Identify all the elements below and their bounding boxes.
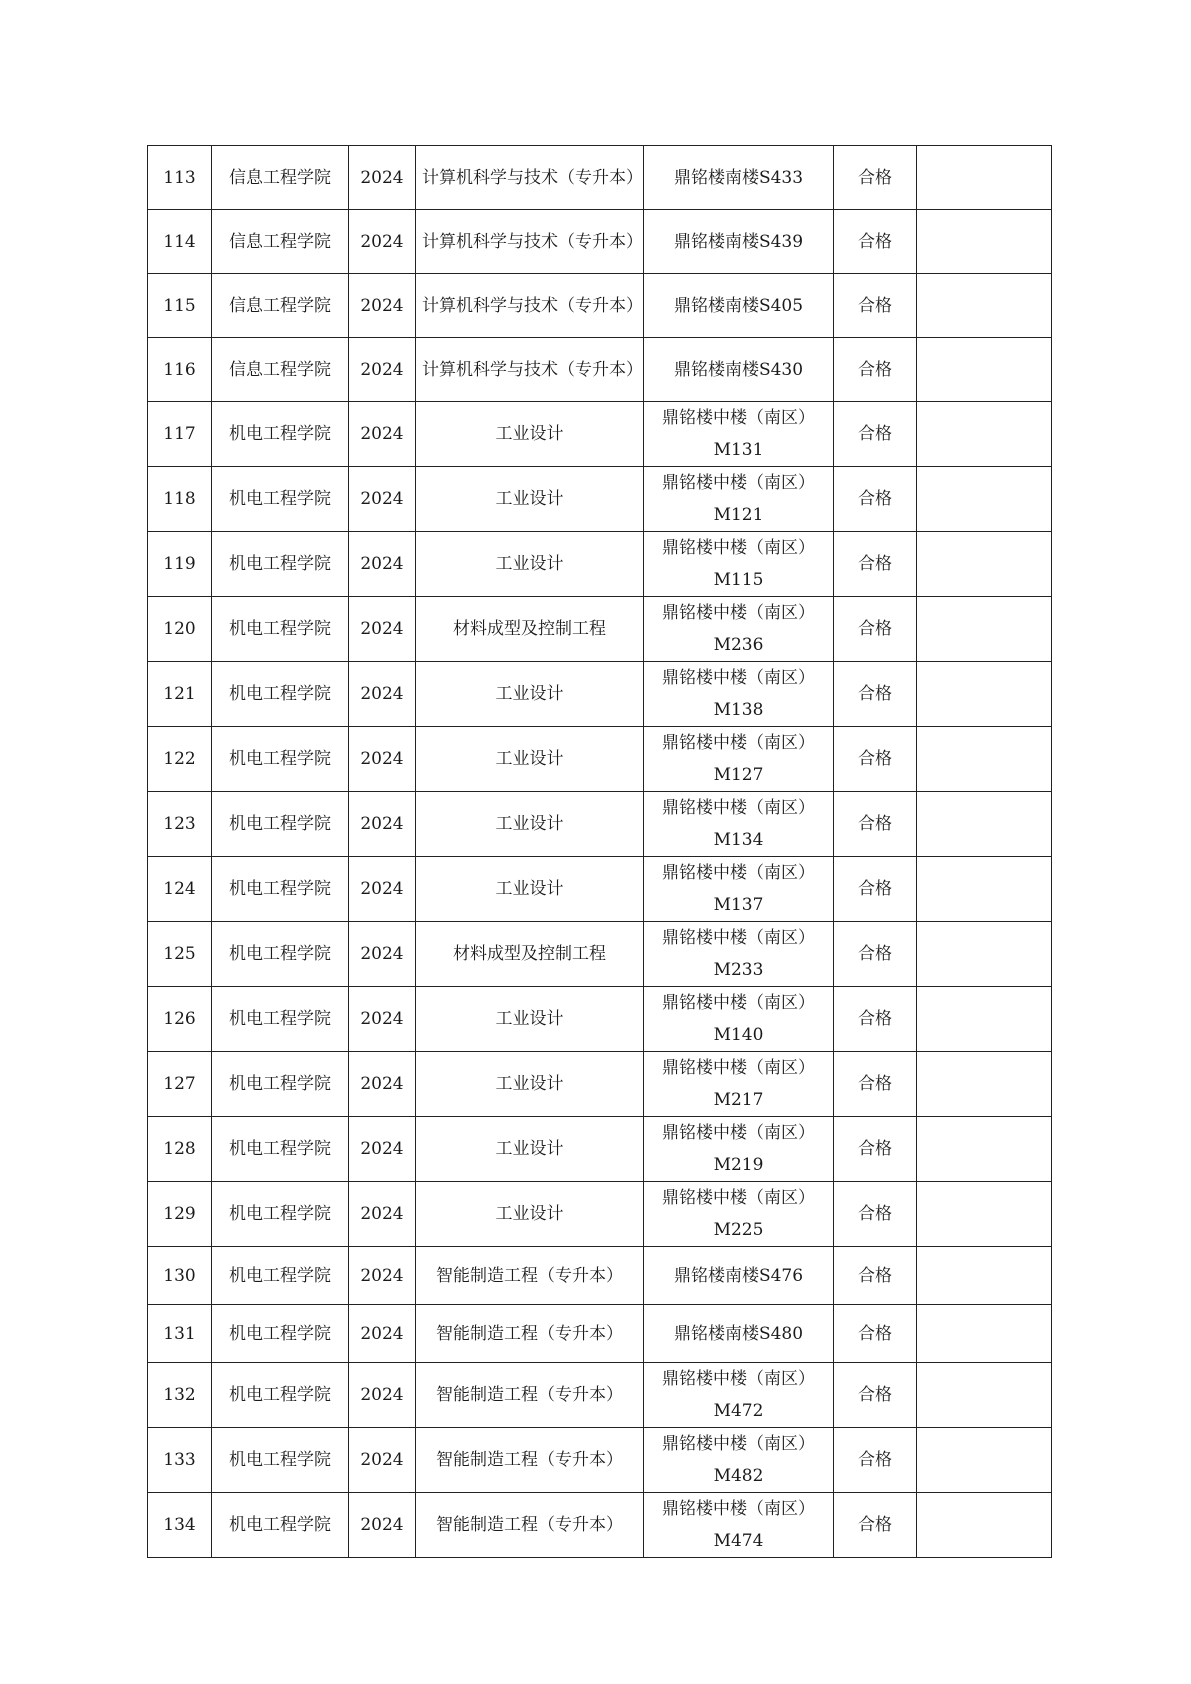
remark-cell	[917, 467, 1052, 532]
location-cell: 鼎铭楼南楼S433	[644, 146, 834, 210]
location-cell: 鼎铭楼南楼S439	[644, 210, 834, 274]
year-cell: 2024	[349, 727, 416, 792]
result-cell: 合格	[834, 792, 917, 857]
row-number: 133	[148, 1428, 212, 1493]
location-cell: 鼎铭楼中楼（南区）M474	[644, 1493, 834, 1558]
location-cell: 鼎铭楼南楼S405	[644, 274, 834, 338]
year-cell: 2024	[349, 532, 416, 597]
major-cell: 智能制造工程（专升本）	[416, 1493, 644, 1558]
remark-cell	[917, 1363, 1052, 1428]
college-cell: 机电工程学院	[212, 922, 349, 987]
year-cell: 2024	[349, 274, 416, 338]
remark-cell	[917, 1117, 1052, 1182]
major-cell: 材料成型及控制工程	[416, 597, 644, 662]
college-cell: 机电工程学院	[212, 597, 349, 662]
major-cell: 工业设计	[416, 402, 644, 467]
row-number: 132	[148, 1363, 212, 1428]
major-cell: 计算机科学与技术（专升本）	[416, 210, 644, 274]
major-cell: 智能制造工程（专升本）	[416, 1428, 644, 1493]
college-cell: 机电工程学院	[212, 727, 349, 792]
remark-cell	[917, 274, 1052, 338]
table-row	[148, 338, 1052, 402]
result-cell: 合格	[834, 532, 917, 597]
remark-cell	[917, 662, 1052, 727]
result-cell: 合格	[834, 146, 917, 210]
location-cell: 鼎铭楼中楼（南区）M127	[644, 727, 834, 792]
remark-cell	[917, 1493, 1052, 1558]
table-row	[148, 1493, 1052, 1558]
table-row	[148, 274, 1052, 338]
year-cell: 2024	[349, 146, 416, 210]
college-cell: 机电工程学院	[212, 1117, 349, 1182]
major-cell: 工业设计	[416, 532, 644, 597]
table-row	[148, 467, 1052, 532]
college-cell: 机电工程学院	[212, 987, 349, 1052]
remark-cell	[917, 922, 1052, 987]
row-number: 113	[148, 146, 212, 210]
table-row	[148, 146, 1052, 210]
college-cell: 机电工程学院	[212, 1247, 349, 1305]
college-cell: 信息工程学院	[212, 274, 349, 338]
location-cell: 鼎铭楼中楼（南区）M138	[644, 662, 834, 727]
year-cell: 2024	[349, 1247, 416, 1305]
college-cell: 机电工程学院	[212, 1052, 349, 1117]
major-cell: 材料成型及控制工程	[416, 922, 644, 987]
year-cell: 2024	[349, 467, 416, 532]
location-cell: 鼎铭楼中楼（南区）M131	[644, 402, 834, 467]
location-cell: 鼎铭楼中楼（南区）M233	[644, 922, 834, 987]
remark-cell	[917, 727, 1052, 792]
year-cell: 2024	[349, 792, 416, 857]
row-number: 118	[148, 467, 212, 532]
remark-cell	[917, 987, 1052, 1052]
result-cell: 合格	[834, 1247, 917, 1305]
table-row	[148, 922, 1052, 987]
result-cell: 合格	[834, 402, 917, 467]
result-cell: 合格	[834, 338, 917, 402]
year-cell: 2024	[349, 922, 416, 987]
year-cell: 2024	[349, 1493, 416, 1558]
college-cell: 机电工程学院	[212, 402, 349, 467]
college-cell: 机电工程学院	[212, 1493, 349, 1558]
year-cell: 2024	[349, 210, 416, 274]
remark-cell	[917, 338, 1052, 402]
result-cell: 合格	[834, 1117, 917, 1182]
result-cell: 合格	[834, 597, 917, 662]
location-cell: 鼎铭楼中楼（南区）M115	[644, 532, 834, 597]
college-cell: 信息工程学院	[212, 146, 349, 210]
college-cell: 机电工程学院	[212, 1305, 349, 1363]
table-row	[148, 402, 1052, 467]
location-cell: 鼎铭楼南楼S476	[644, 1247, 834, 1305]
year-cell: 2024	[349, 1052, 416, 1117]
result-cell: 合格	[834, 987, 917, 1052]
table-row	[148, 987, 1052, 1052]
remark-cell	[917, 1428, 1052, 1493]
result-cell: 合格	[834, 857, 917, 922]
result-cell: 合格	[834, 1493, 917, 1558]
location-cell: 鼎铭楼中楼（南区）M482	[644, 1428, 834, 1493]
row-number: 115	[148, 274, 212, 338]
location-cell: 鼎铭楼中楼（南区）M134	[644, 792, 834, 857]
college-cell: 机电工程学院	[212, 662, 349, 727]
location-cell: 鼎铭楼中楼（南区）M219	[644, 1117, 834, 1182]
year-cell: 2024	[349, 1428, 416, 1493]
year-cell: 2024	[349, 662, 416, 727]
remark-cell	[917, 532, 1052, 597]
row-number: 123	[148, 792, 212, 857]
college-cell: 信息工程学院	[212, 338, 349, 402]
location-cell: 鼎铭楼中楼（南区）M472	[644, 1363, 834, 1428]
major-cell: 智能制造工程（专升本）	[416, 1247, 644, 1305]
table-row	[148, 1182, 1052, 1247]
row-number: 122	[148, 727, 212, 792]
remark-cell	[917, 1305, 1052, 1363]
table-row	[148, 857, 1052, 922]
table-row	[148, 662, 1052, 727]
remark-cell	[917, 1182, 1052, 1247]
remark-cell	[917, 857, 1052, 922]
row-number: 121	[148, 662, 212, 727]
table-row	[148, 1305, 1052, 1363]
location-cell: 鼎铭楼中楼（南区）M217	[644, 1052, 834, 1117]
location-cell: 鼎铭楼中楼（南区）M225	[644, 1182, 834, 1247]
location-cell: 鼎铭楼南楼S430	[644, 338, 834, 402]
location-cell: 鼎铭楼中楼（南区）M236	[644, 597, 834, 662]
row-number: 130	[148, 1247, 212, 1305]
row-number: 127	[148, 1052, 212, 1117]
major-cell: 智能制造工程（专升本）	[416, 1305, 644, 1363]
row-number: 124	[148, 857, 212, 922]
year-cell: 2024	[349, 402, 416, 467]
major-cell: 工业设计	[416, 987, 644, 1052]
remark-cell	[917, 1052, 1052, 1117]
college-cell: 机电工程学院	[212, 1428, 349, 1493]
table-row	[148, 792, 1052, 857]
remark-cell	[917, 210, 1052, 274]
table-row	[148, 597, 1052, 662]
table-row	[148, 532, 1052, 597]
location-cell: 鼎铭楼南楼S480	[644, 1305, 834, 1363]
result-cell: 合格	[834, 1305, 917, 1363]
remark-cell	[917, 597, 1052, 662]
college-cell: 机电工程学院	[212, 1363, 349, 1428]
major-cell: 计算机科学与技术（专升本）	[416, 338, 644, 402]
result-cell: 合格	[834, 1052, 917, 1117]
major-cell: 工业设计	[416, 1117, 644, 1182]
location-cell: 鼎铭楼中楼（南区）M137	[644, 857, 834, 922]
table-row	[148, 1428, 1052, 1493]
row-number: 126	[148, 987, 212, 1052]
major-cell: 工业设计	[416, 662, 644, 727]
row-number: 129	[148, 1182, 212, 1247]
row-number: 131	[148, 1305, 212, 1363]
major-cell: 智能制造工程（专升本）	[416, 1363, 644, 1428]
year-cell: 2024	[349, 1363, 416, 1428]
year-cell: 2024	[349, 338, 416, 402]
year-cell: 2024	[349, 1305, 416, 1363]
remark-cell	[917, 1247, 1052, 1305]
major-cell: 工业设计	[416, 467, 644, 532]
major-cell: 工业设计	[416, 792, 644, 857]
college-cell: 机电工程学院	[212, 467, 349, 532]
result-cell: 合格	[834, 1182, 917, 1247]
college-cell: 机电工程学院	[212, 1182, 349, 1247]
result-cell: 合格	[834, 922, 917, 987]
table-body	[148, 146, 1052, 1558]
result-cell: 合格	[834, 1428, 917, 1493]
major-cell: 计算机科学与技术（专升本）	[416, 274, 644, 338]
row-number: 114	[148, 210, 212, 274]
row-number: 116	[148, 338, 212, 402]
table-row	[148, 210, 1052, 274]
college-cell: 机电工程学院	[212, 532, 349, 597]
year-cell: 2024	[349, 857, 416, 922]
row-number: 120	[148, 597, 212, 662]
major-cell: 工业设计	[416, 727, 644, 792]
result-cell: 合格	[834, 662, 917, 727]
row-number: 117	[148, 402, 212, 467]
table-row	[148, 1247, 1052, 1305]
remark-cell	[917, 146, 1052, 210]
remark-cell	[917, 792, 1052, 857]
college-cell: 机电工程学院	[212, 857, 349, 922]
location-cell: 鼎铭楼中楼（南区）M121	[644, 467, 834, 532]
row-number: 134	[148, 1493, 212, 1558]
year-cell: 2024	[349, 597, 416, 662]
inspection-results-table	[147, 145, 1052, 1558]
result-cell: 合格	[834, 1363, 917, 1428]
remark-cell	[917, 402, 1052, 467]
result-cell: 合格	[834, 274, 917, 338]
college-cell: 信息工程学院	[212, 210, 349, 274]
row-number: 128	[148, 1117, 212, 1182]
major-cell: 工业设计	[416, 1052, 644, 1117]
result-cell: 合格	[834, 210, 917, 274]
table-row	[148, 1052, 1052, 1117]
table-row	[148, 1117, 1052, 1182]
year-cell: 2024	[349, 987, 416, 1052]
major-cell: 工业设计	[416, 857, 644, 922]
table-row	[148, 1363, 1052, 1428]
major-cell: 计算机科学与技术（专升本）	[416, 146, 644, 210]
year-cell: 2024	[349, 1117, 416, 1182]
row-number: 119	[148, 532, 212, 597]
major-cell: 工业设计	[416, 1182, 644, 1247]
location-cell: 鼎铭楼中楼（南区）M140	[644, 987, 834, 1052]
result-cell: 合格	[834, 727, 917, 792]
year-cell: 2024	[349, 1182, 416, 1247]
result-cell: 合格	[834, 467, 917, 532]
college-cell: 机电工程学院	[212, 792, 349, 857]
table-row	[148, 727, 1052, 792]
row-number: 125	[148, 922, 212, 987]
